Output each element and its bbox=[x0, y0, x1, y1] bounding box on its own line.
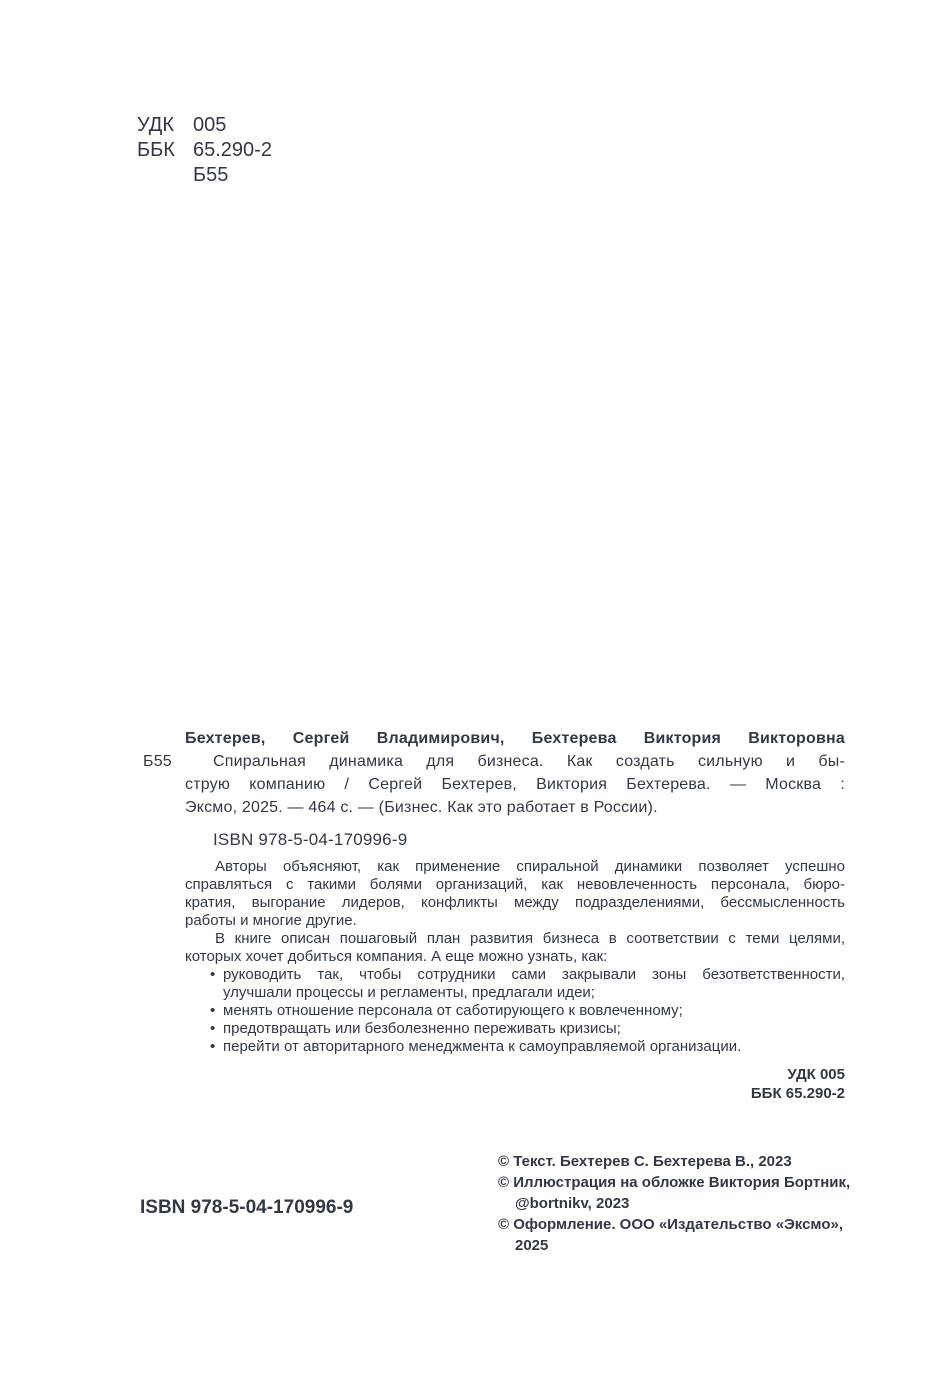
annotation-line: работы и многие другие. bbox=[185, 912, 357, 929]
bullet-line: перейти от авторитарного менеджмента к самоуправляемой организации. bbox=[223, 1038, 742, 1055]
catalog-description-line: Спиральная динамика для бизнеса. Как создать сильную и бы- bbox=[213, 753, 845, 770]
classification-codes-top bbox=[137, 113, 272, 188]
annotation-block bbox=[185, 858, 845, 1056]
udc-label: УДК bbox=[137, 114, 175, 136]
annotation-line: справляться с такими болями организаций, как невовлеченность персонала, бюро- bbox=[185, 876, 845, 893]
catalog-authors-line: Бехтерев, Сергей Владимирович, Бехтерева Виктория Викторовна bbox=[185, 730, 845, 747]
copyright-illustration-line: © Иллюстрация на обложке Виктория Бортник, @bortnikv, 2023 bbox=[498, 1174, 851, 1212]
author-sign-value: Б55 bbox=[193, 164, 229, 186]
annotation-paragraph bbox=[185, 858, 845, 930]
bullet-item bbox=[185, 966, 845, 1002]
catalog-index-code: Б55 bbox=[143, 753, 172, 770]
catalog-description-line: струю компанию / Сергей Бехтерев, Виктория Бехтерева. — Москва : bbox=[185, 776, 845, 793]
bullet-marker-icon: • bbox=[210, 1020, 216, 1037]
bullet-list bbox=[185, 966, 845, 1056]
copyright-text-line: © Текст. Бехтерев С. Бехтерева В., 2023 bbox=[498, 1153, 792, 1170]
bbk-right: ББК 65.290-2 bbox=[750, 1085, 845, 1102]
udc-right: УДК 005 bbox=[787, 1066, 845, 1083]
copyright-block bbox=[498, 1151, 876, 1256]
isbn-catalog: ISBN 978-5-04-170996-9 bbox=[213, 830, 408, 849]
bullet-marker-icon: • bbox=[210, 966, 216, 983]
udc-value: 005 bbox=[193, 114, 227, 136]
bbk-value: 65.290-2 bbox=[193, 139, 272, 161]
annotation-line: В книге описан пошаговый план развития бизнеса в соответствии с теми целями, bbox=[215, 930, 845, 947]
catalog-description-line: Эксмо, 2025. — 464 с. — (Бизнес. Как это работает в России). bbox=[185, 799, 658, 816]
bullet-item bbox=[185, 1038, 845, 1056]
bullet-marker-icon: • bbox=[210, 1038, 216, 1055]
annotation-line: кратия, выгорание лидеров, конфликты между подразделениями, бессмысленность bbox=[185, 894, 845, 911]
catalog-description bbox=[185, 750, 845, 819]
author-sign-row bbox=[137, 163, 272, 188]
annotation-line: Авторы объясняют, как применение спиральной динамики позволяет успешно bbox=[215, 858, 845, 875]
udc-row bbox=[137, 113, 272, 138]
bullet-marker-icon: • bbox=[210, 1002, 216, 1019]
bbk-row bbox=[137, 138, 272, 163]
annotation-line: которых хочет добиться компания. А еще можно узнать, как: bbox=[185, 948, 608, 965]
bullet-line: руководить так, чтобы сотрудники сами закрывали зоны безответственности, bbox=[223, 966, 845, 983]
bullet-line: улучшали процессы и регламенты, предлагали идеи; bbox=[223, 984, 595, 1001]
bbk-label: ББК bbox=[137, 139, 175, 161]
isbn-bottom: ISBN 978-5-04-170996-9 bbox=[140, 1197, 354, 1218]
bullet-item bbox=[185, 1002, 845, 1020]
bullet-line: менять отношение персонала от саботирующего к вовлеченному; bbox=[223, 1002, 683, 1019]
catalog-entry bbox=[143, 727, 845, 819]
classification-codes-right bbox=[585, 1065, 845, 1103]
bullet-item bbox=[185, 1020, 845, 1038]
annotation-paragraph bbox=[185, 930, 845, 966]
copyright-design-line: © Оформление. ООО «Издательство «Эксмо», 2025 bbox=[498, 1216, 843, 1254]
bullet-line: предотвращать или безболезненно переживать кризисы; bbox=[223, 1020, 621, 1037]
